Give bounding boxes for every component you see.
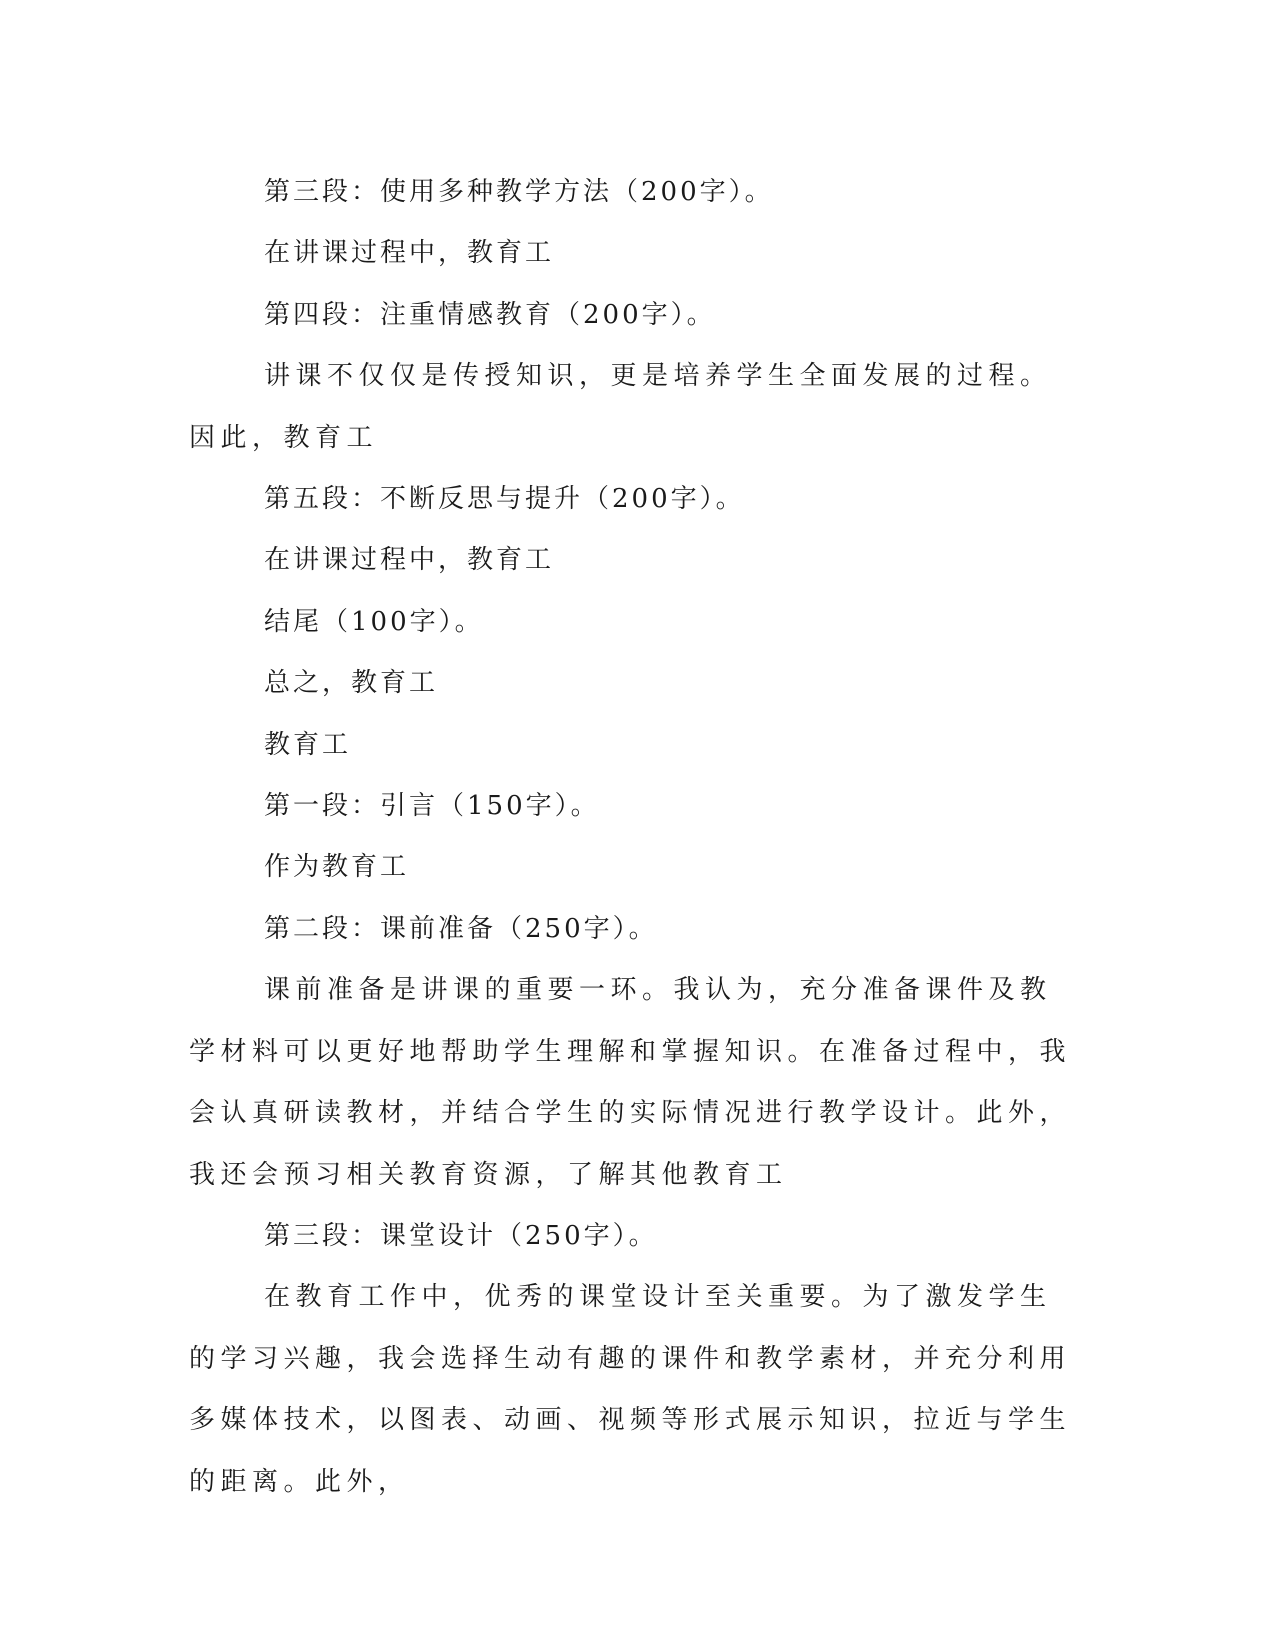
paragraph: 作为教育工 (264, 852, 410, 883)
paragraph: 总之，教育工 (264, 668, 439, 699)
paragraph: 在讲课过程中，教育工 (264, 545, 555, 576)
section-heading: 第二段：课前准备（250字）。 (264, 913, 658, 944)
paragraph: 在讲课过程中，教育工 (264, 238, 555, 269)
section-heading: 第三段：使用多种教学方法（200字）。 (264, 177, 774, 207)
section-heading: 第四段：注重情感教育（200字）。 (264, 299, 716, 330)
section-heading: 第一段：引言（150字）。 (264, 791, 600, 822)
section-heading: 结尾（100字）。 (264, 606, 484, 637)
document-body (189, 162, 1074, 1513)
section-heading: 第五段：不断反思与提升（200字）。 (264, 484, 745, 515)
paragraph: 讲课不仅仅是传授知识，更是培养学生全面发展的过程。因此，教育工 (189, 361, 1052, 453)
paragraph: 课前准备是讲课的重要一环。我认为，充分准备课件及教学材料可以更好地帮助学生理解和掌握知识。在准备过程中，我会认真研读教材，并结合学生的实际情况进行教学设计。此外，我还会预习相关教育资源，了解其他教育工 (189, 975, 1072, 1190)
document-title: 教育工 (264, 729, 352, 760)
paragraph: 在教育工作中，优秀的课堂设计至关重要。为了激发学生的学习兴趣，我会选择生动有趣的课件和教学素材，并充分利用多媒体技术，以图表、动画、视频等形式展示知识，拉近与学生的距离。此外， (189, 1282, 1072, 1497)
section-heading: 第三段：课堂设计（250字）。 (264, 1220, 658, 1251)
